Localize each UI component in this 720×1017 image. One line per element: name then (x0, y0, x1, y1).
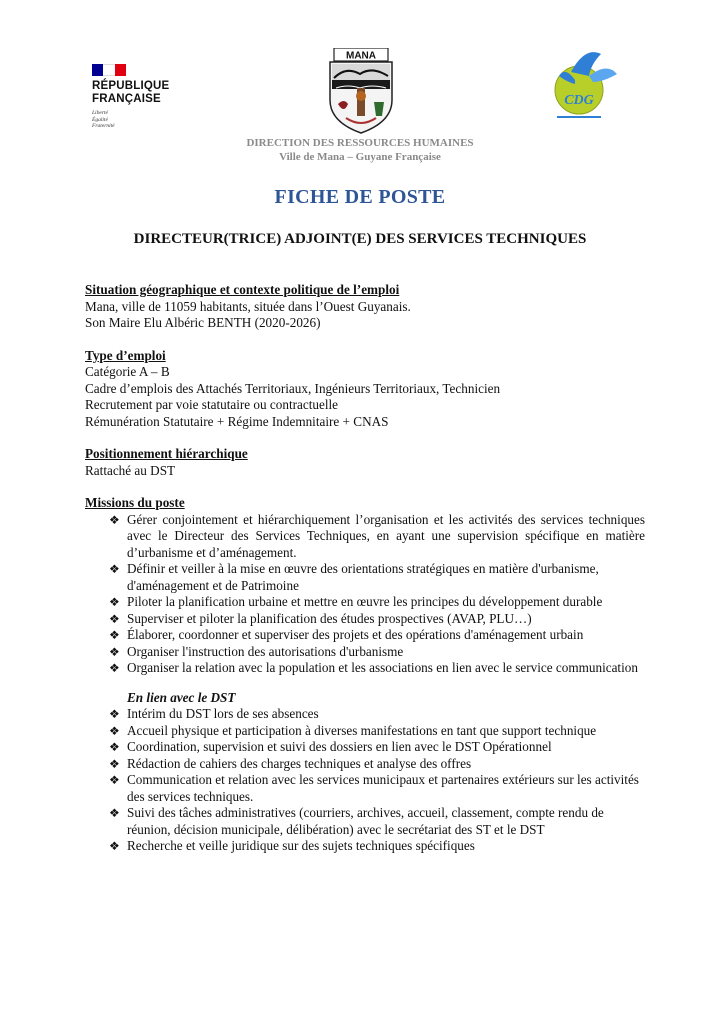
diamond-bullet-icon: ❖ (109, 723, 120, 738)
dst-list (85, 706, 645, 855)
text-line: Catégorie A – B (85, 364, 170, 379)
text-line: Cadre d’emplois des Attachés Territoriaux, Ingénieurs Territoriaux, Technicien (85, 380, 501, 396)
diamond-bullet-icon: ❖ (109, 839, 120, 853)
diamond-bullet-icon: ❖ (109, 756, 120, 771)
list-item: ❖ Définir et veiller à la mise en œuvre des orientations stratégiques en matière d'urbanisme, d'aménagement et de Patrimoine (109, 561, 599, 593)
diamond-bullet-icon: ❖ (109, 512, 120, 527)
direction-line1: DIRECTION DES RESSOURCES HUMAINES (246, 137, 474, 149)
sub-heading-dst: En lien avec le DST (127, 689, 236, 705)
diamond-bullet-icon: ❖ (109, 707, 120, 721)
section-heading: Situation géographique et contexte politique de l’emploi (85, 282, 400, 297)
french-flag-icon (92, 64, 126, 76)
section-situation (85, 282, 645, 332)
list-item: ❖ Coordination, supervision et suivi des dossiers en lien avec le DST Opérationnel (109, 739, 552, 754)
mana-logo-text: MANA (346, 50, 376, 62)
diamond-bullet-icon: ❖ (109, 562, 120, 576)
cdg-logo (545, 42, 621, 124)
diamond-bullet-icon: ❖ (109, 806, 120, 820)
text-line: Rattaché au DST (85, 462, 176, 478)
text-line: Recrutement par voie statutaire ou contractuelle (85, 397, 339, 412)
list-item: ❖ Organiser l'instruction des autorisations d'urbanisme (109, 643, 404, 659)
diamond-bullet-icon: ❖ (109, 740, 120, 754)
text-line: Rémunération Statutaire + Régime Indemnitaire + CNAS (85, 413, 389, 429)
list-item: ❖ Communication et relation avec les services municipaux et partenaires extérieurs sur les activités des services techniques. (109, 772, 639, 804)
text-line: Son Maire Elu Albéric BENTH (2020-2026) (85, 315, 321, 330)
direction-line2: Ville de Mana – Guyane Française (279, 151, 441, 163)
direction-header (0, 136, 720, 164)
section-heading: Type d’emploi (85, 347, 166, 363)
section-heading: Positionnement hiérarchique (85, 446, 248, 461)
diamond-bullet-icon: ❖ (109, 644, 120, 659)
page-title: FICHE DE POSTE (274, 186, 446, 208)
mana-coat-of-arms-logo (326, 48, 396, 134)
missions-list (85, 512, 645, 677)
job-title: DIRECTEUR(TRICE) ADJOINT(E) DES SERVICES TECHNIQUES (133, 231, 587, 247)
list-item: ❖ Recherche et veille juridique sur des sujets techniques spécifiques (109, 838, 475, 853)
text-line: Mana, ville de 11059 habitants, située dans l’Ouest Guyanais. (85, 298, 411, 314)
republique-francaise-logo (92, 64, 182, 130)
diamond-bullet-icon: ❖ (109, 773, 120, 787)
diamond-bullet-icon: ❖ (109, 628, 120, 642)
section-missions (85, 495, 645, 855)
list-item: ❖ Intérim du DST lors de ses absences (109, 706, 319, 721)
section-positionnement (85, 446, 645, 479)
list-item: ❖ Organiser la relation avec la population et les associations en lien avec le service communication (109, 660, 638, 675)
list-item: ❖ Superviser et piloter la planification des études prospectives (AVAP, PLU…) (109, 610, 532, 626)
list-item: ❖ Piloter la planification urbaine et mettre en œuvre les principes du développement durable (109, 594, 603, 609)
list-item: ❖ Suivi des tâches administratives (courriers, archives, accueil, classement, compte rendu de réunion, décision municipale, délibération) avec le secrétariat des ST et le DST (109, 805, 604, 837)
cdg-logo-text: CDG (564, 93, 594, 108)
section-type-emploi (85, 348, 645, 431)
rf-name: RÉPUBLIQUE FRANÇAISE (92, 80, 170, 105)
list-item: ❖ Rédaction de cahiers des charges techniques et analyse des offres (109, 755, 472, 771)
diamond-bullet-icon: ❖ (109, 611, 120, 626)
section-heading: Missions du poste (85, 495, 185, 510)
document-body (85, 282, 645, 871)
list-item: ❖ Élaborer, coordonner et superviser des projets et des opérations d'aménagement urbain (109, 627, 584, 642)
list-item: ❖ Accueil physique et participation à diverses manifestations en tant que support technique (109, 722, 597, 738)
diamond-bullet-icon: ❖ (109, 661, 120, 675)
rf-motto: Liberté Égalité Fraternité (92, 110, 115, 129)
diamond-bullet-icon: ❖ (109, 595, 120, 609)
list-item: ❖ Gérer conjointement et hiérarchiquement l’organisation et les activités des services techniques avec le Directeur des Services Techniques, en ayant une supervision spécifique en matière d’urbanisme et d’aménagement. (109, 511, 645, 560)
